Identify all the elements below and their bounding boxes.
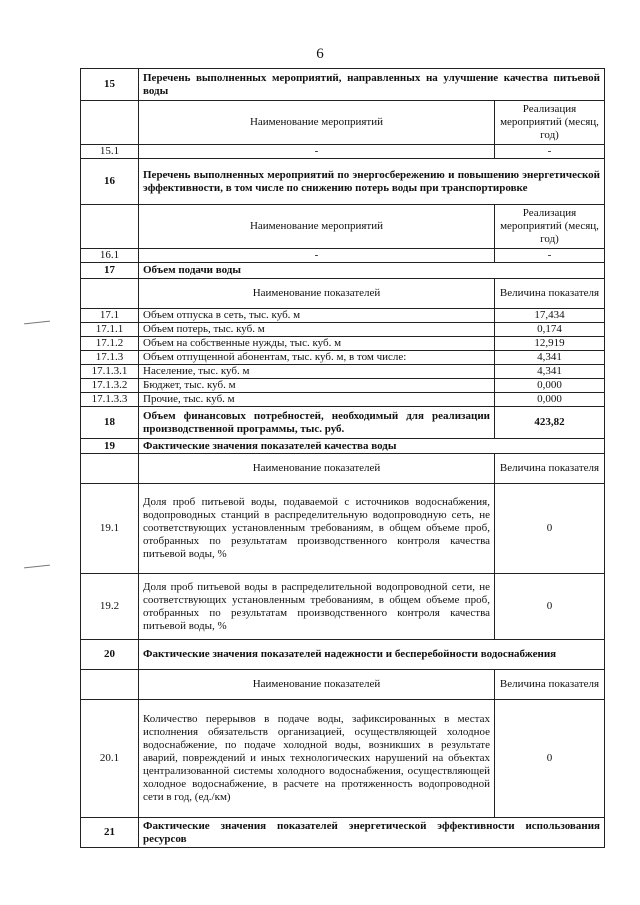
row-name: - — [139, 145, 495, 159]
column-header-row — [81, 454, 605, 484]
column-header-row — [81, 205, 605, 249]
row-name: Объем отпущенной абонентам, тыс. куб. м, в том числе: — [139, 351, 495, 365]
row-name: Объем на собственные нужды, тыс. куб. м — [139, 337, 495, 351]
row-value: 17,434 — [495, 309, 605, 323]
row-name: Доля проб питьевой воды в распределительной водопроводной сети, не соответствующих установленным требованиям, в общем объеме проб, отобранных по результатам производственного контроля качества питьевой воды, % — [139, 574, 495, 640]
section-16-header — [81, 159, 605, 205]
row-name: Объем отпуска в сеть, тыс. куб. м — [139, 309, 495, 323]
section-number: 21 — [81, 818, 139, 848]
section-title: Фактические значения показателей энергетической эффективности использования ресурсов — [139, 818, 605, 848]
row-value: 0,174 — [495, 323, 605, 337]
column-header-value: Величина показателя — [495, 670, 605, 700]
row-number: 17.1.3 — [81, 351, 139, 365]
column-header-row — [81, 670, 605, 700]
table-row — [81, 574, 605, 640]
table-row — [81, 249, 605, 263]
section-number: 19 — [81, 439, 139, 454]
column-header-value: Величина показателя — [495, 454, 605, 484]
row-number: 19.1 — [81, 484, 139, 574]
row-number: 17.1.1 — [81, 323, 139, 337]
row-value: 0 — [495, 484, 605, 574]
table-row — [81, 379, 605, 393]
column-header-row — [81, 279, 605, 309]
row-value: 0 — [495, 574, 605, 640]
row-number: 17.1 — [81, 309, 139, 323]
row-value: 0 — [495, 700, 605, 818]
section-value: 423,82 — [495, 407, 605, 439]
row-number: 19.2 — [81, 574, 139, 640]
row-name: Прочие, тыс. куб. м — [139, 393, 495, 407]
section-title: Объем финансовых потребностей, необходимый для реализации производственной программы, тыс. руб. — [139, 407, 495, 439]
section-18-header — [81, 407, 605, 439]
section-number: 20 — [81, 640, 139, 670]
margin-mark — [24, 565, 50, 569]
section-19-header — [81, 439, 605, 454]
row-number: 17.1.3.1 — [81, 365, 139, 379]
section-17-header — [81, 263, 605, 279]
column-header-value: Реализация мероприятий (месяц, год) — [495, 205, 605, 249]
row-value: 0,000 — [495, 393, 605, 407]
section-title: Перечень выполненных мероприятий, направленных на улучшение качества питьевой воды — [139, 69, 605, 101]
column-header-name: Наименование показателей — [139, 670, 495, 700]
row-number: 16.1 — [81, 249, 139, 263]
row-name: Объем потерь, тыс. куб. м — [139, 323, 495, 337]
table-row — [81, 393, 605, 407]
section-title: Перечень выполненных мероприятий по энергосбережению и повышению энергетической эффективности, в том числе по снижению потерь воды при транспортировке — [139, 159, 605, 205]
column-header-value: Реализация мероприятий (месяц, год) — [495, 101, 605, 145]
row-value: 12,919 — [495, 337, 605, 351]
page-number: 6 — [316, 46, 324, 62]
margin-mark — [24, 321, 50, 325]
row-number: 17.1.2 — [81, 337, 139, 351]
row-number: 17.1.3.3 — [81, 393, 139, 407]
section-number: 16 — [81, 159, 139, 205]
section-15-header — [81, 69, 605, 101]
section-number: 15 — [81, 69, 139, 101]
column-header-name: Наименование показателей — [139, 279, 495, 309]
table-row — [81, 351, 605, 365]
column-header-name: Наименование показателей — [139, 454, 495, 484]
row-number: 15.1 — [81, 145, 139, 159]
column-header-name: Наименование мероприятий — [139, 205, 495, 249]
row-name: Население, тыс. куб. м — [139, 365, 495, 379]
table-row — [81, 700, 605, 818]
section-number: 17 — [81, 263, 139, 279]
section-20-header — [81, 640, 605, 670]
section-title: Фактические значения показателей надежности и бесперебойности водоснабжения — [139, 640, 605, 670]
row-value: - — [495, 145, 605, 159]
table-row — [81, 484, 605, 574]
row-number: 17.1.3.2 — [81, 379, 139, 393]
section-title: Фактические значения показателей качества воды — [139, 439, 605, 454]
row-name: - — [139, 249, 495, 263]
column-header-name: Наименование мероприятий — [139, 101, 495, 145]
table-row — [81, 337, 605, 351]
table-row — [81, 309, 605, 323]
report-table — [80, 68, 605, 848]
section-title: Объем подачи воды — [139, 263, 605, 279]
section-number: 18 — [81, 407, 139, 439]
row-name: Количество перерывов в подаче воды, зафиксированных в местах исполнения обязательств организацией, осуществляющей холодное водоснабжение, по подаче холодной воды, возникших в результате аварий, повреждений и иных технологических нарушений на объектах централизованной системы холодного водоснабжения, осуществляющей холодное водоснабжение, в расчете на протяженность водопроводной сети в год, (ед./км) — [139, 700, 495, 818]
section-21-header — [81, 818, 605, 848]
column-header-value: Величина показателя — [495, 279, 605, 309]
row-number: 20.1 — [81, 700, 139, 818]
row-value: - — [495, 249, 605, 263]
column-header-row — [81, 101, 605, 145]
row-name: Доля проб питьевой воды, подаваемой с источников водоснабжения, водопроводных станций в распределительную водопроводную сеть, не соответствующих установленным требованиям, в общем объеме проб, отобранных по результатам производственного контроля качества питьевой воды, % — [139, 484, 495, 574]
table-row — [81, 323, 605, 337]
row-value: 4,341 — [495, 351, 605, 365]
row-value: 4,341 — [495, 365, 605, 379]
table-row — [81, 365, 605, 379]
table-row — [81, 145, 605, 159]
row-name: Бюджет, тыс. куб. м — [139, 379, 495, 393]
row-value: 0,000 — [495, 379, 605, 393]
